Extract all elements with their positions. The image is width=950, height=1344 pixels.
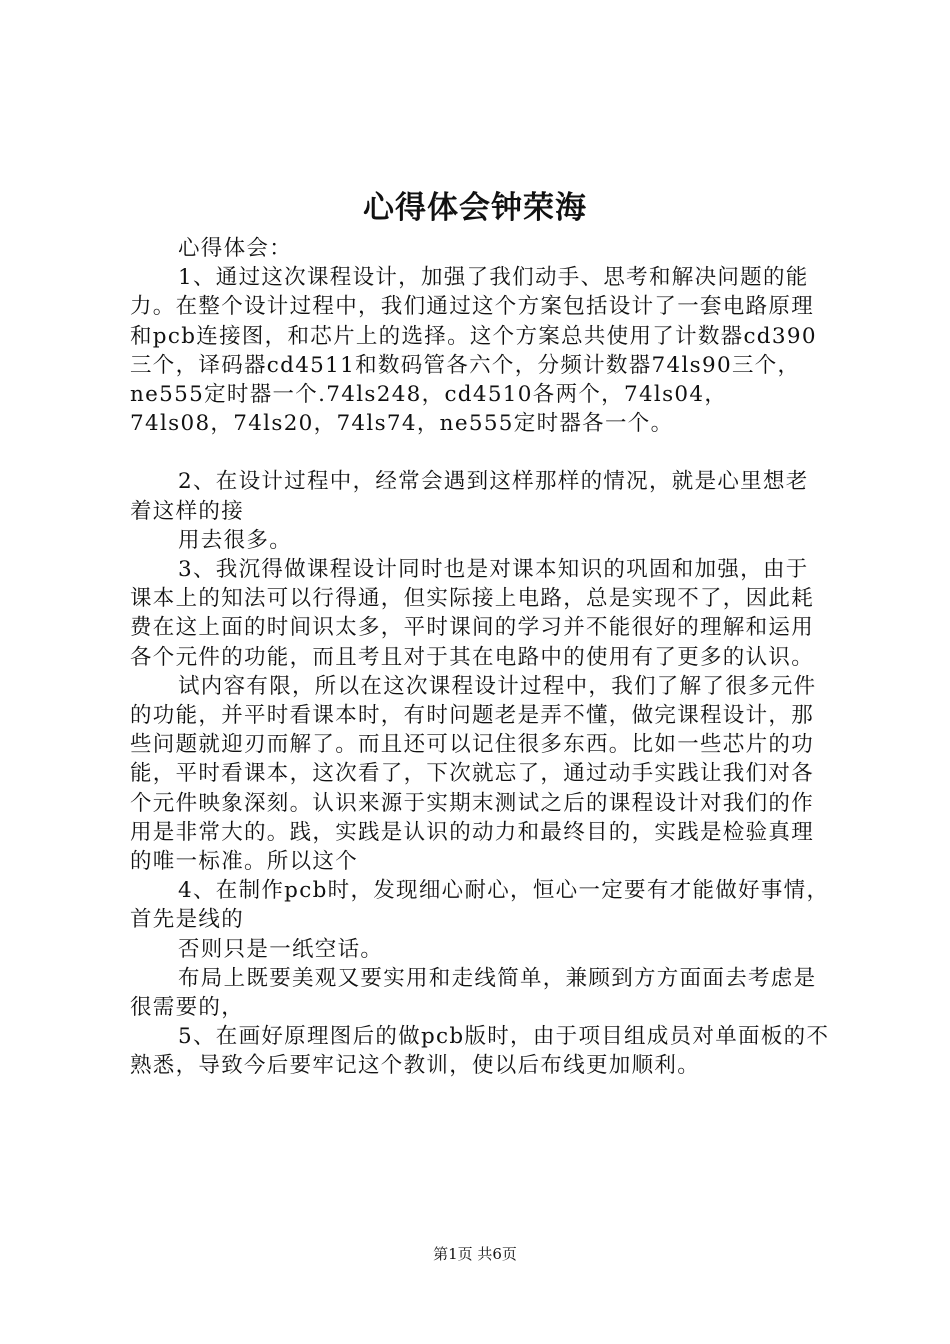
paragraph-3: 3、我沉得做课程设计同时也是对课本知识的巩固和加强，由于课本上的知法可以行得通，但实际接上电路，总是实现不了，因此耗费在这上面的时间识太多，平时课间的学习并不能很好的理解和运用各个元件的功能，而且考且对于其在电路中的使用有了更多的认识。	[130, 557, 815, 670]
paragraph-4: 4、在制作pcb时，发现细心耐心，恒心一定要有才能做好事情，首先是线的	[130, 878, 830, 933]
document-title: 心得体会钟荣海	[363, 190, 587, 226]
paragraph-2: 2、在设计过程中，经常会遇到这样那样的情况，就是心里想老着这样的接	[130, 469, 809, 524]
paragraph-4-layout: 布局上既要美观又要实用和走线简单，兼顾到方方面面去考虑是很需要的，	[130, 965, 817, 1021]
paragraph-3-continued: 试内容有限，所以在这次课程设计过程中，我们了解了很多元件的功能，并平时看课本时，有时问题老是弄不懂，做完课程设计，那些问题就迎刃而解了。而且还可以记住很多东西。比如一些芯片的功能，平时看课本，这次看了，下次就忘了，通过动手实践让我们对各个元件映象深刻。认识来源于实期末测试之后的课程设计对我们的作用是非常大的。践，实践是认识的动力和最终目的，实践是检验真理的唯一标准。所以这个	[130, 673, 817, 875]
paragraph-1: 1、通过这次课程设计，加强了我们动手、思考和解决问题的能力。在整个设计过程中，我们通过这个方案包括设计了一套电路原理和pcb连接图，和芯片上的选择。这个方案总共使用了计数器cd390三个，译码器cd4511和数码管各六个，分频计数器74ls90三个，ne555定时器一个.74ls248，cd4510各两个，74ls04，74ls08，74ls20，74ls74，ne555定时器各一个。	[130, 265, 817, 437]
paragraph-5: 5、在画好原理图后的做pcb版时，由于项目组成员对单面板的不熟悉，导致今后要牢记这个教训，使以后布线更加顺利。	[130, 1024, 830, 1079]
paragraph-4-continued: 否则只是一纸空话。	[178, 936, 384, 962]
document-body	[130, 234, 830, 1081]
paragraph-heading: 心得体会：	[178, 236, 293, 261]
page-number-footer: 第1页 共6页	[433, 1245, 517, 1263]
paragraph-2-continued: 用去很多。	[178, 527, 293, 553]
